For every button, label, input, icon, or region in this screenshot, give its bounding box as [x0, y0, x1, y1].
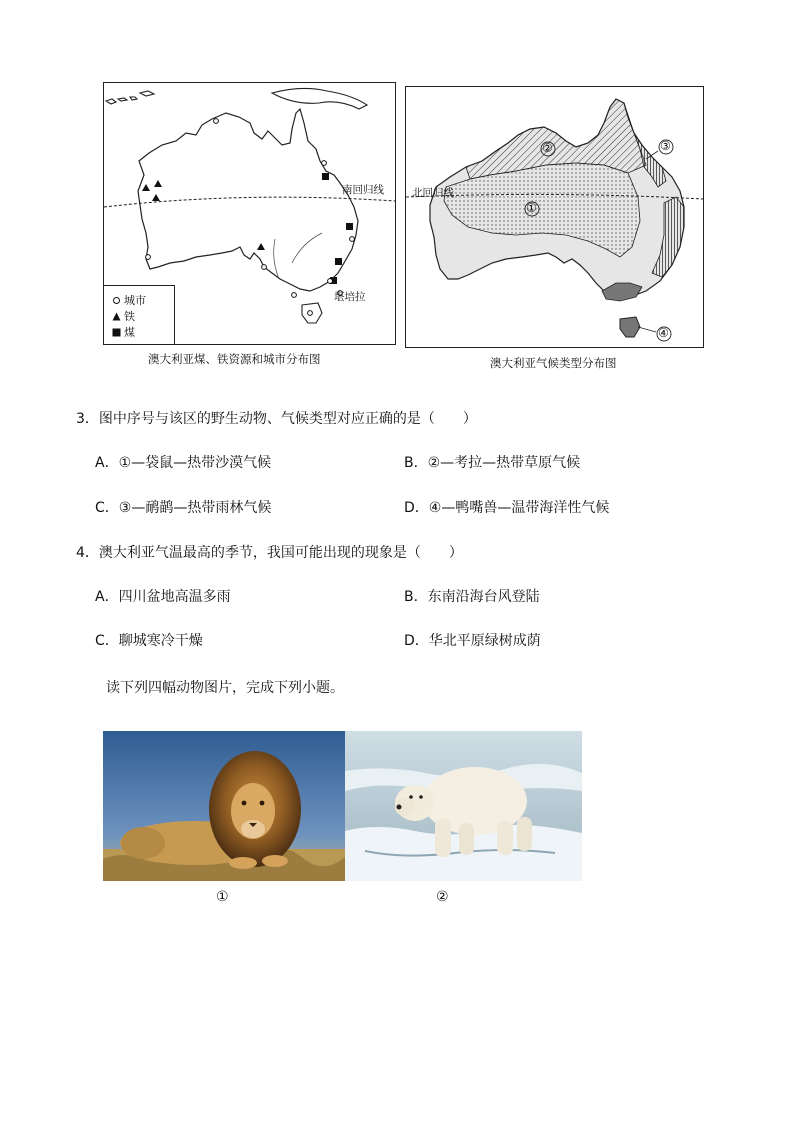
legend-iron-row: [112, 308, 135, 324]
coal-square-icon: [112, 328, 121, 337]
map1-legend: [104, 285, 175, 344]
city-circle-icon: [112, 296, 121, 305]
photo-label-1: ①: [216, 889, 229, 905]
legend-city-label: 城市: [124, 294, 146, 307]
lion-photo: [103, 731, 345, 881]
question-4-stem: 4．澳大利亚气温最高的季节，我国可能出现的现象是（ ）: [76, 545, 463, 561]
q4-option-a[interactable]: A．四川盆地高温多雨: [95, 589, 231, 605]
map1-caption: 澳大利亚煤、铁资源和城市分布图: [148, 352, 321, 366]
q4-option-c[interactable]: C．聊城寒冷干燥: [95, 633, 203, 649]
marker-2: ②: [542, 141, 553, 155]
map2-caption: 澳大利亚气候类型分布图: [490, 356, 617, 370]
map-coal-iron-cities: [103, 82, 396, 345]
q3-option-c[interactable]: C．③—鸸鹋—热带雨林气候: [95, 500, 272, 516]
polar-bear-photo: [345, 731, 582, 881]
polar-bear-illustration: [345, 731, 582, 881]
legend-city-row: [112, 292, 146, 308]
australia-climate-map: [406, 87, 703, 347]
q3-option-b[interactable]: B．②—考拉—热带草原气候: [404, 455, 581, 471]
legend-coal-label: 煤: [124, 326, 135, 339]
legend-coal-row: [112, 324, 135, 340]
reading-intro: 读下列四幅动物图片，完成下列小题。: [106, 680, 344, 696]
q4-option-d[interactable]: D．华北平原绿树成荫: [404, 633, 541, 649]
iron-triangle-icon: [112, 312, 121, 321]
legend-iron-label: 铁: [124, 310, 135, 323]
q3-option-a[interactable]: A．①—袋鼠—热带沙漠气候: [95, 455, 272, 471]
marker-3: ③: [660, 139, 671, 153]
lion-illustration: [103, 731, 345, 881]
map1-tropic-label: 南回归线: [342, 184, 384, 196]
map-climate-types: [405, 86, 704, 348]
map1-canberra-label: 堪培拉: [334, 291, 366, 303]
map2-tropic-label: 北回归线: [412, 187, 454, 199]
question-3-stem: 3．图中序号与该区的野生动物、气候类型对应正确的是（ ）: [76, 411, 477, 427]
photo-label-2: ②: [436, 889, 449, 905]
q3-option-d[interactable]: D．④—鸭嘴兽—温带海洋性气候: [404, 500, 610, 516]
marker-4: ④: [658, 326, 669, 340]
marker-1: ①: [526, 201, 537, 215]
q4-option-b[interactable]: B．东南沿海台风登陆: [404, 589, 540, 605]
